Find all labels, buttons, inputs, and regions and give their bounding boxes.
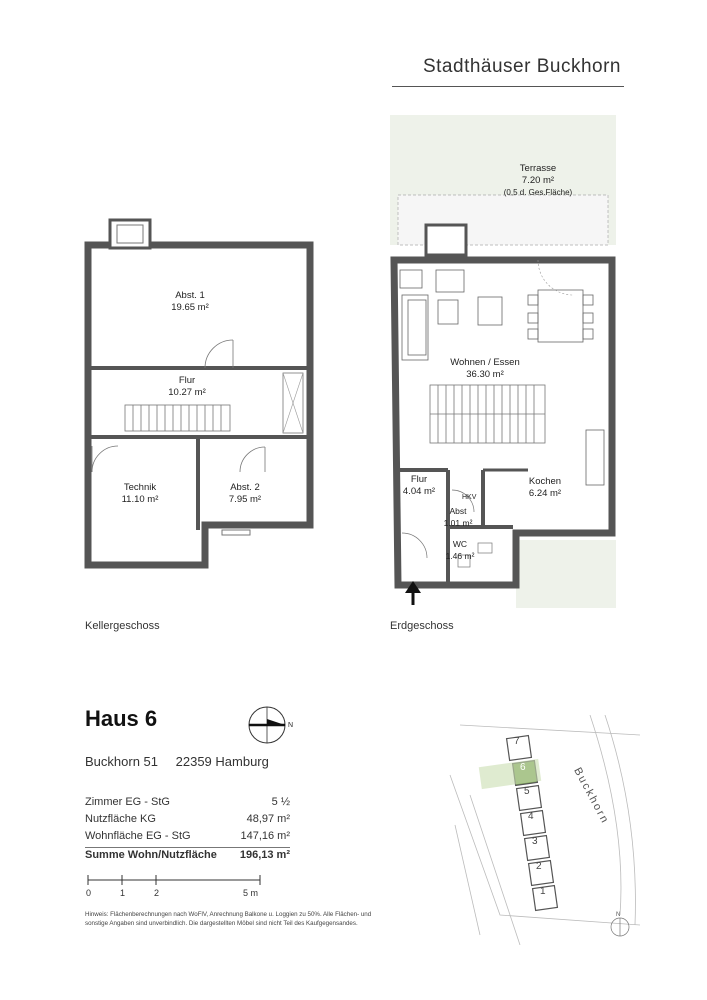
summary-value: 196,13 m² (239, 849, 290, 861)
room-abst-1: Abst. 1 19.65 m² (171, 290, 209, 313)
scale-label-0: 0 (86, 888, 92, 898)
hkv-label: HKV (462, 494, 477, 501)
terrasse-label: Terrasse 7.20 m² (0,5 d. Ges.Fläche) (503, 163, 573, 197)
site-house-6: 6 (520, 762, 526, 773)
compass-north-label: N (288, 722, 294, 729)
fact-label: Nutzfläche KG (85, 813, 156, 825)
site-plan (440, 715, 640, 945)
site-house-2: 2 (536, 861, 542, 872)
fact-row (85, 813, 290, 830)
room-kochen: Kochen 6.24 m² (528, 476, 562, 499)
scale-label-2: 2 (154, 888, 160, 898)
disclaimer-note: Hinweis: Flächenberechnungen nach WoFlV, Anrechnung Balkone u. Loggien zu 50%. Alle Flächen- und sonstige Angaben sind unverbindlich. Die dargestellten Möbel sind nicht Teil des Kaufgegensandes. (85, 911, 372, 927)
summary-row (85, 847, 290, 866)
area-facts (85, 796, 290, 866)
project-title: Stadthäuser Buckhorn (422, 56, 621, 77)
fact-label: Zimmer EG - StG (85, 796, 170, 808)
room-flur-kg: Flur 10.27 m² (168, 375, 206, 398)
room-wc: WC 1.46 m² (445, 539, 475, 561)
site-house-3: 3 (532, 836, 538, 847)
fact-value: 5 ½ (271, 796, 290, 808)
fact-value: 147,16 m² (240, 830, 290, 842)
fact-row (85, 796, 290, 813)
scale-bar (85, 872, 265, 886)
site-house-7: 7 (514, 736, 520, 747)
room-technik: Technik 11.10 m² (121, 482, 159, 505)
site-house-5: 5 (524, 786, 530, 797)
header-rule (392, 86, 624, 87)
site-north-label: N (616, 912, 621, 918)
fact-label: Wohnfläche EG - StG (85, 830, 191, 842)
haus-title: Haus 6 (85, 706, 158, 731)
room-flur-eg: Flur 4.04 m² (402, 474, 436, 497)
scale-label-5: 5 m (243, 888, 259, 898)
kellergeschoss-label: Kellergeschoss (85, 620, 160, 632)
fact-row (85, 830, 290, 847)
scale-label-1: 1 (120, 888, 126, 898)
summary-label: Summe Wohn/Nutzfläche (85, 849, 217, 861)
address (85, 754, 283, 769)
fact-value: 48,97 m² (246, 813, 290, 825)
room-wohnen-essen: Wohnen / Essen 36.30 m² (450, 357, 520, 380)
site-house-1: 1 (540, 886, 546, 897)
site-house-4: 4 (528, 811, 534, 822)
address-city: 22359 Hamburg (175, 754, 269, 769)
erdgeschoss-label: Erdgeschoss (390, 620, 454, 632)
room-abst-2: Abst. 2 7.95 m² (228, 482, 262, 505)
site-street-label: Buckhorn (571, 765, 612, 827)
address-street: Buckhorn 51 (85, 754, 158, 769)
room-abst-eg: Abst 1.01 m² (443, 506, 473, 528)
